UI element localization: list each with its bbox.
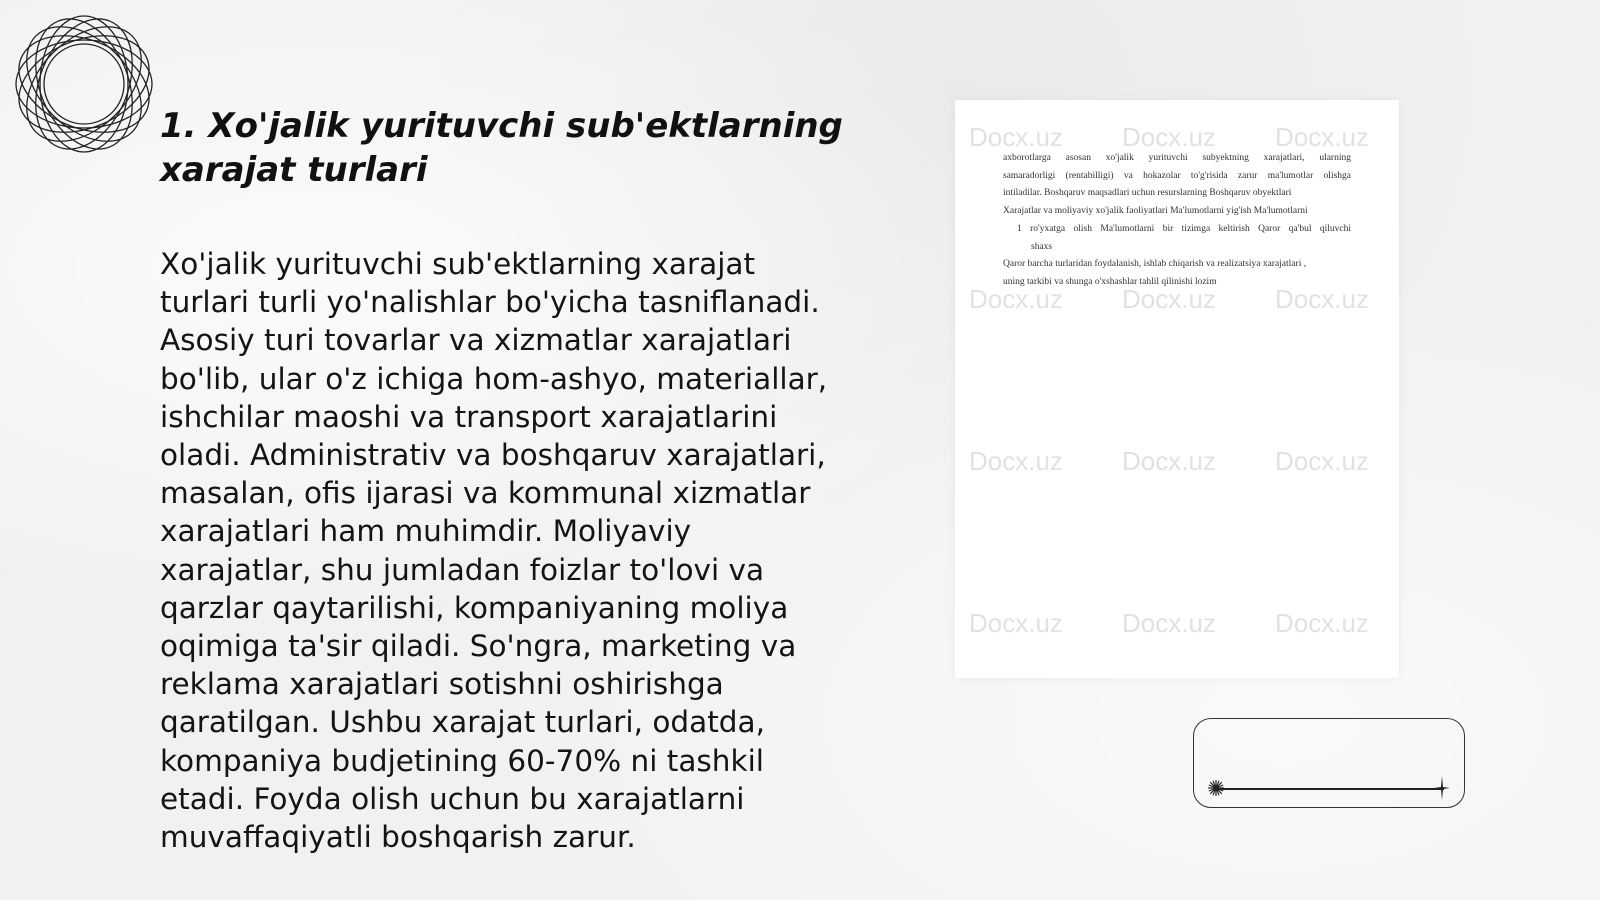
watermark: Docx.uz xyxy=(969,284,1063,314)
document-line: Xarajatlar va moliyaviy xo'jalik faoliyatlari Ma'lumotlarni yig'ish Ma'lumotlarni xyxy=(1003,206,1308,217)
watermark: Docx.uz xyxy=(969,122,1063,152)
document-line: samaradorligi (rentabilligi) va hokazolar to'g'risida zarur ma'lumotlar olishga xyxy=(1003,170,1351,181)
document-line: 1 ro'yxatga olish Ma'lumotlarni bir tizimga keltirish Qaror qa'bul qiluvchi xyxy=(1017,223,1351,234)
document-line: Qaror barcha turlaridan foydalanish, ishlab chiqarish va realizatsiya xarajatlari , xyxy=(1003,259,1307,270)
watermark: Docx.uz xyxy=(1122,284,1216,314)
sparkle-icon xyxy=(1434,776,1450,800)
document-line: intiladilar. Boshqaruv maqsadlari uchun resurslarning Boshqaruv obyektlari xyxy=(1003,188,1292,199)
document-line: shaxs xyxy=(1031,241,1053,252)
sun-icon xyxy=(1206,778,1226,798)
watermark: Docx.uz xyxy=(969,446,1063,476)
watermark: Docx.uz xyxy=(969,608,1063,638)
document-line: axborotlarga asosan xo'jalik yurituvchi subyektning xarajatlari, ularning xyxy=(1003,153,1351,163)
decorative-slider-frame xyxy=(1193,718,1465,808)
watermark: Docx.uz xyxy=(1122,122,1216,152)
watermark: Docx.uz xyxy=(1122,608,1216,638)
circular-ornament-icon xyxy=(10,10,158,158)
document-line: uning tarkibi va shunga o'xshashlar tahlil qilinishi lozim xyxy=(1003,276,1217,287)
slider-track xyxy=(1214,788,1444,790)
slide-body-text: Xo'jalik yurituvchi sub'ektlarning xarajat turlari turli yo'nalishlar bo'yicha tasniflanadi. Asosiy turi tovarlar va xizmatlar xarajatlari bo'lib, ular o'z ichiga hom-ashyo, materiallar, ishchilar maoshi va transport xarajatlarini oladi. Administrativ va boshqaruv xarajatlari, masalan, ofis ijarasi va kommunal xizmatlar xarajatlari ham muhimdir. Moliyaviy xarajatlar, shu jumladan foizlar to'lovi va qarzlar qaytarilishi, kompaniyaning moliya oqimiga ta'sir qiladi. So'ngra, marketing va reklama xarajatlari sotishni oshirishga qaratilgan. Ushbu xarajat turlari, odatda, kompaniya budjetining 60-70% ni tashkil etadi. Foyda olish uchun bu xarajatlarni muvaffaqiyatli boshqarish zarur. xyxy=(160,247,828,855)
watermark: Docx.uz xyxy=(1275,122,1369,152)
document-text xyxy=(1003,150,1351,292)
watermark: Docx.uz xyxy=(1275,284,1369,314)
document-preview xyxy=(955,100,1399,678)
watermark: Docx.uz xyxy=(1275,446,1369,476)
watermark: Docx.uz xyxy=(1275,608,1369,638)
slide-title: 1. Xo'jalik yurituvchi sub'ektlarning xarajat turlari xyxy=(160,106,843,190)
watermark: Docx.uz xyxy=(1122,446,1216,476)
